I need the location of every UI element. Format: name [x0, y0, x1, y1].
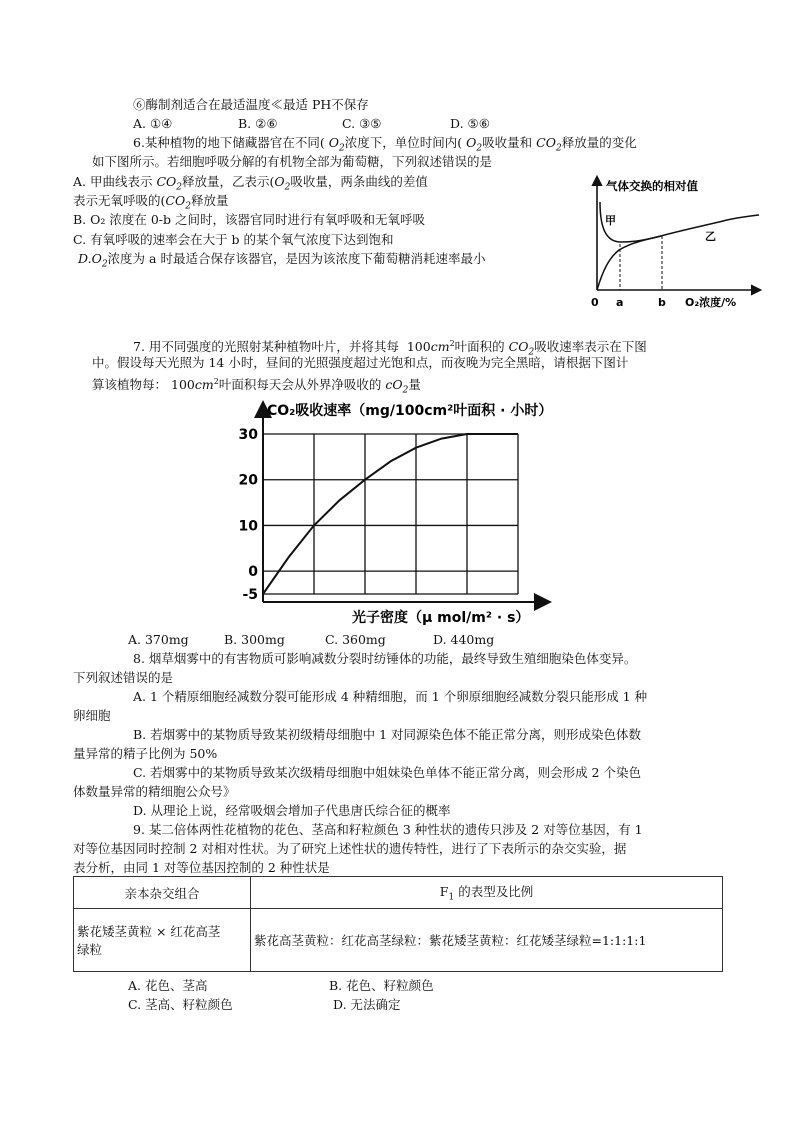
q7-x-label: 光子密度（μ mol/m² · s） — [352, 610, 530, 626]
q6-tick-a: a — [616, 296, 624, 309]
q8-stem-line1: 8. 烟草烟雾中的有害物质可影响减数分裂时纺锤体的功能，最终导致生殖细胞染色体变异。 — [133, 651, 637, 666]
q9-stem-line3: 表分析，由同 1 对等位基因控制的 2 种性状是 — [73, 860, 330, 875]
q6-gas-exchange-chart — [583, 172, 763, 320]
q9-option-c[interactable]: C. 茎高、籽粒颜色 — [128, 997, 233, 1012]
table-cell-f1: 紫花高茎黄粒：红花高茎绿粒：紫花矮茎黄粒：红花矮茎绿粒=1:1:1:1 — [251, 909, 723, 972]
q7-option-c[interactable]: C. 360mg — [325, 632, 386, 647]
q6-curve-jia — [600, 202, 759, 242]
q9-cross-table — [73, 876, 723, 972]
q7-stem-line2: 中。假设每天光照为 14 小时，昼间的光照强度超过光饱和点，而夜晚为完全黑暗，请根据下图计 — [92, 355, 629, 370]
q8-option-c-line1[interactable]: C. 若烟雾中的某物质导致某次级精母细胞中姐妹染色单体不能正常分离，则会形成 2 个染色 — [133, 765, 641, 780]
q9-option-d[interactable]: D. 无法确定 — [333, 997, 401, 1012]
q7-stem-line1: 7. 用不同强度的光照射某种植物叶片，并将其每 $100cm^2$叶面积的 $CO_2$吸收速率表示在下图 — [133, 339, 647, 358]
q6-x-label: O₂浓度/% — [685, 296, 737, 309]
q8-option-c-line2: 体数量异常的精细胞公众号》 — [73, 784, 236, 799]
q9-stem-line1: 9. 某二倍体两性花植物的花色、茎高和籽粒颜色 3 种性状的遗传只涉及 2 对等位基因，有 1 — [133, 822, 643, 837]
q7-co2-chart — [236, 396, 556, 630]
q6-stem-line2: 如下图所示。若细胞呼吸分解的有机物全部为葡萄糖，下列叙述错误的是 — [92, 154, 493, 169]
q7-y-tick-label: 10 — [238, 518, 258, 535]
q7-y-tick-label: 20 — [238, 472, 258, 489]
q6-chart-title: 气体交换的相对值 — [606, 179, 698, 193]
q7-y-tick-label: 0 — [248, 564, 258, 581]
table-header-f1: $F_1$ 的表型及比例 — [251, 877, 723, 909]
table-cell-parents: 紫花矮茎黄粒 × 红花高茎 绿粒 — [74, 909, 251, 972]
q8-option-a-line1[interactable]: A. 1 个精原细胞经减数分裂可能形成 4 种精细胞，而 1 个卵原细胞经减数分裂只能形成 1 种 — [133, 689, 648, 704]
q6-option-c[interactable]: C. 有氧呼吸的速率会在大于 b 的某个氧气浓度下达到饱和 — [73, 232, 394, 247]
q7-y-tick-label: -5 — [242, 587, 258, 603]
q6-tick-0: 0 — [591, 296, 599, 309]
q6-tick-b: b — [658, 296, 666, 309]
q6-stem-line1: 6.某种植物的地下储藏器官在不同( $O_2$浓度下，单位时间内( $O_2$吸收量和 $CO_2$释放量的变化 — [133, 135, 637, 154]
table-header-parents: 亲本杂交组合 — [74, 877, 251, 909]
q8-option-d[interactable]: D. 从理论上说，经常吸烟会增加子代患唐氏综合征的概率 — [133, 803, 451, 818]
q5-item6: ⑥酶制剂适合在最适温度≪最适 PH不保存 — [133, 97, 369, 112]
q6-label-jia: 甲 — [605, 214, 616, 227]
q5-option-d[interactable]: D. ⑤⑥ — [450, 116, 490, 131]
q8-option-b-line1[interactable]: B. 若烟雾中的某物质导致某初级精母细胞中 1 对同源染色体不能正常分离，则形成染色体数 — [133, 727, 642, 742]
q5-option-b[interactable]: B. ②⑥ — [238, 116, 278, 131]
q9-stem-line2: 对等位基因同时控制 2 对相对性状。为了研究上述性状的遗传特性，进行了下表所示的杂交实验，据 — [73, 841, 627, 856]
table-row — [74, 909, 723, 972]
q6-curve-yi — [597, 236, 661, 290]
q7-stem-line3: 算该植物每： $100cm^2$叶面积每天会从外界净吸收的 $cO_2$量 — [92, 377, 421, 396]
q7-option-a[interactable]: A. 370mg — [128, 632, 189, 647]
q6-option-b[interactable]: B. O₂ 浓度在 0-b 之间时，该器官同时进行有氧呼吸和无氧呼吸 — [73, 212, 425, 227]
q6-option-a-line1[interactable]: A. 甲曲线表示 $CO_2$释放量，乙表示($O_2$吸收量，两条曲线的差值 — [73, 174, 428, 193]
q6-option-a-line2: 表示无氧呼吸的($CO_2$释放量 — [73, 193, 229, 212]
q5-option-c[interactable]: C. ③⑤ — [342, 116, 382, 131]
q8-stem-line2: 下列叙述错误的是 — [73, 670, 174, 685]
q9-option-b[interactable]: B. 花色、籽粒颜色 — [329, 978, 434, 993]
table-header-row — [74, 877, 723, 909]
q6-label-yi: 乙 — [705, 230, 716, 243]
q8-option-a-line2: 卵细胞 — [73, 708, 111, 723]
q7-chart-title: CO₂吸收速率（mg/100cm²叶面积 · 小时） — [267, 403, 553, 419]
q5-option-a[interactable]: A. ①④ — [133, 116, 173, 131]
q7-option-d[interactable]: D. 440mg — [433, 632, 495, 647]
q6-option-d[interactable]: $D.O_2$浓度为 a 时最适合保存该器官，是因为该浓度下葡萄糖消耗速率最小 — [78, 251, 486, 270]
q7-curve — [263, 434, 518, 594]
q9-option-a[interactable]: A. 花色、茎高 — [128, 978, 208, 993]
q7-option-b[interactable]: B. 300mg — [224, 632, 285, 647]
q8-option-b-line2: 量异常的精子比例为 50% — [73, 746, 218, 761]
q7-y-tick-label: 30 — [238, 427, 258, 443]
